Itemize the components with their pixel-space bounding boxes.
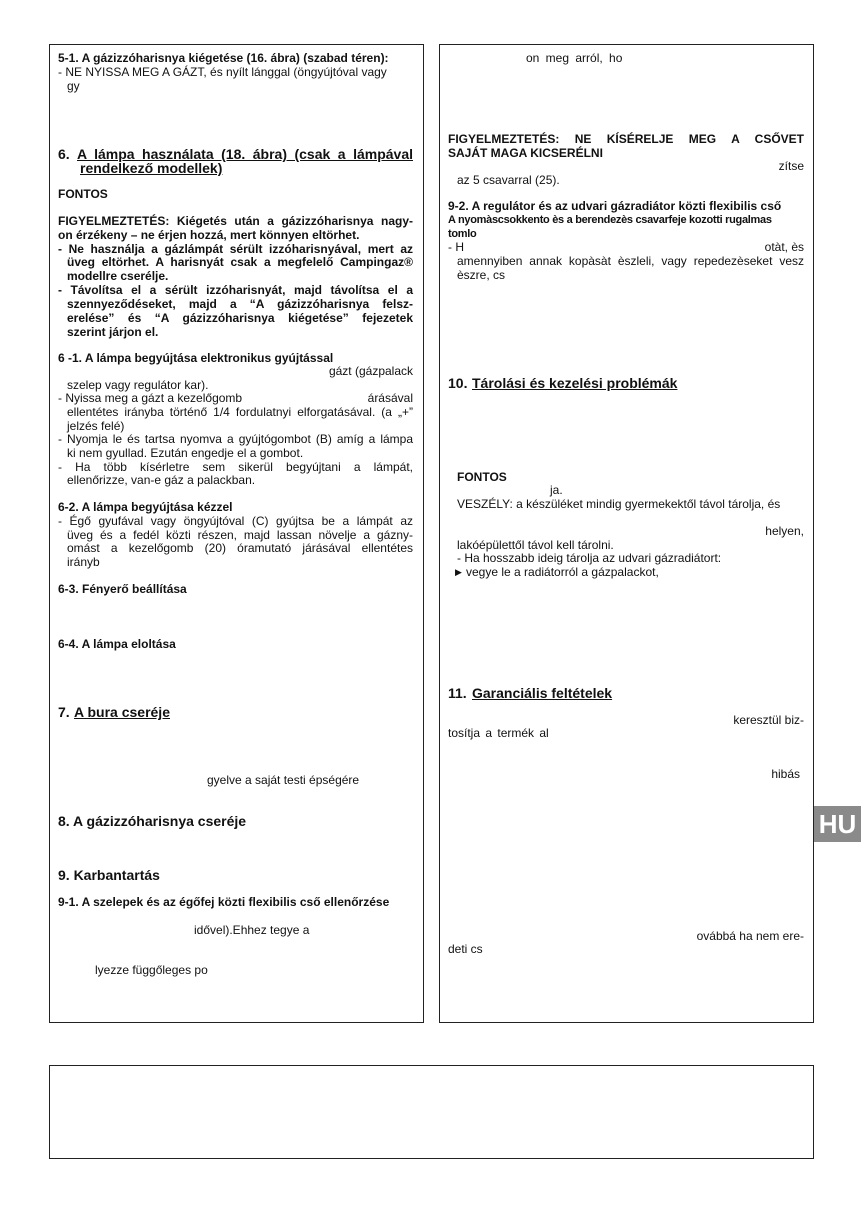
language-tab: HU [814,806,861,842]
footer-box [49,1065,814,1159]
warning-text: erelése” és “A gázizzóharisnya kiégetése” fejezetek [67,311,413,325]
section-6-3-title: 6-3. Fényerő beállítása [58,582,187,596]
section-6-1-text: jelzés felé) [67,419,125,433]
section-9-2-text: èszre, cs [457,268,506,282]
section-6-1-text: ki nem gyullad. Ezután engedje el a gombot. [67,446,304,460]
section-6-title: A lámpa használata (18. ábra) (csak a lámpával [77,146,413,162]
section-6-2-text: - Égő gyufával vagy öngyújtóval (C) gyújtsa be a lámpát az [58,514,413,528]
warning-text: modellre cserélje. [67,269,169,283]
warning-text: üveg eltörhet. A harisnyát csak a megfelelő Campingaz® [67,255,413,269]
warning-text: szennyeződéseket, majd a “A gázizzóharisnya felsz- [67,297,413,311]
section-9-2-title: 9-2. A regulátor és az udvari gázradiátor közti flexibilis cső [448,199,782,213]
warning-2-text: az 5 csavarral (25). [457,173,560,187]
important-label: FONTOS [457,470,507,484]
warning-text: on érzékeny – ne érjen hozzá, mert könnyen eltörhet. [58,228,360,242]
warning-text: - Ne használja a gázlámpát sérült izzóharisnyával, mert az [58,242,413,256]
section-6-2-text: üveg és a fedél közti részen, majd lassan növelje a gázny- [67,528,413,542]
section-6-2-text: irányb [67,555,100,569]
warning-2-text: FIGYELMEZTETÉS: NE KÍSÉRELJE MEG A CSŐVET [448,132,804,146]
bullet-arrow-icon: ▶ [455,567,462,577]
section-7-text: gyelve a saját testi épségére [207,773,360,787]
section-7-title: A bura cseréje [74,704,170,720]
section-11-title: Garanciális feltételek [472,685,613,701]
section-6-2-title: 6-2. A lámpa begyújtása kézzel [58,500,233,514]
section-9-1-text: idővel).Ehhez tegye a [194,923,310,937]
section-10-text: - Ha hosszabb ideig tárolja az udvari gázradiátort: [457,551,722,565]
section-6-number: 6. [58,146,70,162]
section-6-1-title: 6 -1. A lámpa begyújtása elektronikus gyújtással [58,351,334,365]
section-9-2-subtitle: tomlo [448,228,477,240]
section-6-1-text: gázt (gázpalack [328,364,413,378]
warning-2-text: SAJÁT MAGA KICSERÉLNI [448,146,603,160]
warning-text: FIGYELMEZTETÉS: Kiégetés után a gázizzóharisnya nagy- [58,214,413,228]
section-11-number: 11. [448,685,467,701]
warning-2-text: zítse [778,159,804,173]
section-6-1-text: ellentétes irányba történő 1/4 fordulatnyi elforgatásával. (a „+” [67,405,413,419]
section-6-1-text: - Nyomja le és tartsa nyomva a gyújtógombot (B) amíg a lámpa [58,432,413,446]
section-6-1-text: - Nyissa meg a gázt a kezelőgomb [58,391,243,405]
section-11-text: tosítja a termék al [448,726,549,740]
section-9-1-text: lyezze függőleges po [95,963,208,977]
section-5-1-text: gy [67,79,80,93]
section-9-title: 9. Karbantartás [58,867,160,883]
section-11-text: hibás [771,767,800,781]
section-10-text: vegye le a radiátorról a gázpalackot, [466,565,659,579]
section-9-2-text: - H [448,240,464,254]
section-11-text: deti cs [448,942,483,956]
section-8-title: 8. A gázizzóharisnya cseréje [58,813,247,829]
section-9-1-title: 9-1. A szelepek és az égőfej közti flexibilis cső ellenőrzése [58,895,390,909]
warning-text: szerint járjon el. [67,325,159,339]
section-10-title: Tárolási és kezelési problémák [472,375,678,391]
section-10-text: ja. [550,483,563,497]
section-10-text: lakóépülettől távol kell tárolni. [457,538,614,552]
section-5-1-title: 5-1. A gázizzóharisnya kiégetése (16. ábra) (szabad téren): [58,51,389,65]
important-label: FONTOS [58,187,108,201]
section-6-2-text: omást a kezelőgomb (20) óramutató járásával ellentétes [67,541,413,555]
section-7-number: 7. [58,704,70,720]
section-5-1-text: - NE NYISSA MEG A GÁZT, és nyílt lánggal (öngyújtóval vagy [58,65,387,79]
right-top-text: on meg arról, ho [526,51,623,65]
section-6-title-cont: rendelkező modellek) [80,160,223,176]
section-6-1-text: szelep vagy regulátor kar). [67,378,209,392]
section-9-2-text: amennyiben annak kopàsàt èszleli, vagy repedezèseket vesz [457,254,804,268]
section-6-4-title: 6-4. A lámpa eloltása [58,637,176,651]
section-6-1-text: árásával [367,391,413,405]
section-9-2-text: otàt, ès [764,240,804,254]
section-10-number: 10. [448,375,468,391]
section-9-2-subtitle: A nyomàscsokkento ès a berendezès csavarfeje kozotti rugalmas [448,214,772,226]
section-10-text: VESZÉLY: a készüléket mindig gyermekektől távol tárolja, és [457,497,781,511]
section-10-text: helyen, [765,524,804,538]
section-6-1-text: ellenőrizze, van-e gáz a palackban. [67,473,256,487]
section-6-1-text: - Ha több kísérletre sem sikerül begyújtani a lámpát, [58,460,413,474]
section-11-text: keresztül biz- [733,713,804,727]
warning-text: - Távolítsa el a sérült izzóharisnyát, majd távolítsa el a [58,283,413,297]
section-11-text: ovábbá ha nem ere- [696,929,804,943]
